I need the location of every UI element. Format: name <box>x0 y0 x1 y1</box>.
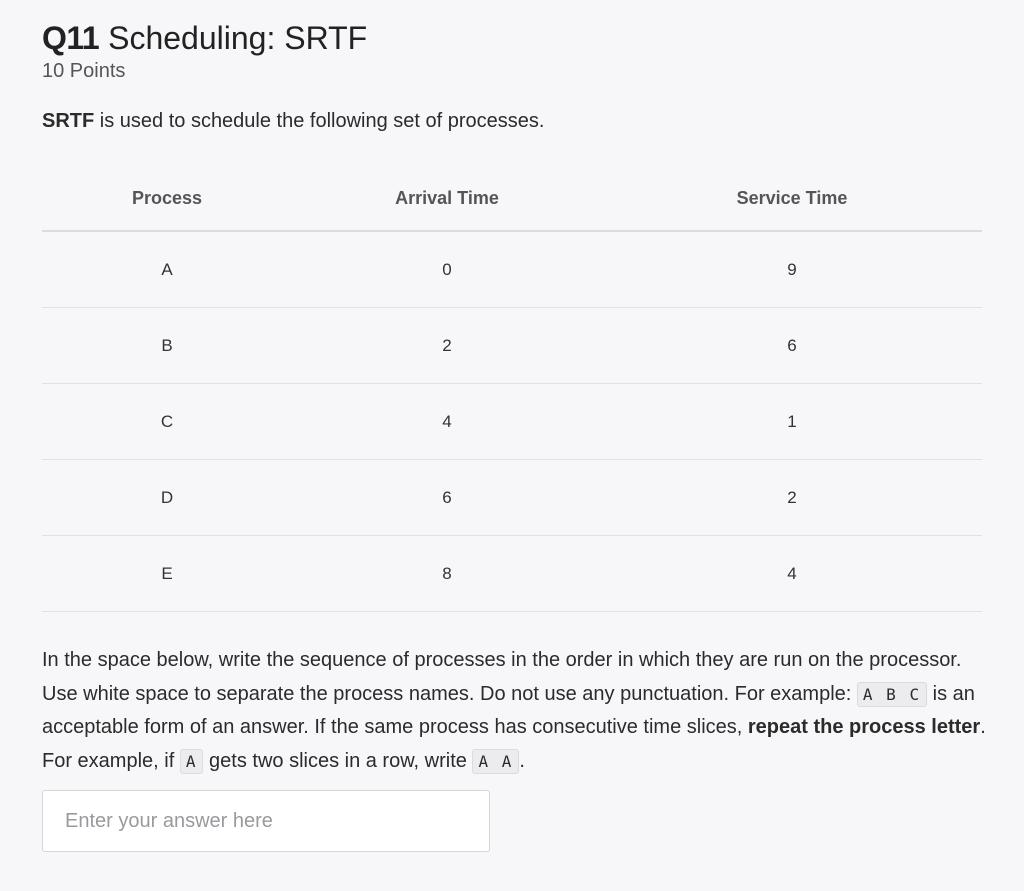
instructions-part3: . For example, if <box>42 716 986 772</box>
example-code-a: A <box>180 749 204 774</box>
question-points: 10 Points <box>42 60 126 82</box>
cell-service-time: 4 <box>602 536 982 612</box>
question-number: Q11 <box>42 20 100 56</box>
cell-process: E <box>42 536 292 612</box>
cell-service-time: 6 <box>602 308 982 384</box>
header-arrival-time: Arrival Time <box>292 166 602 231</box>
intro-rest: is used to schedule the following set of processes. <box>94 110 545 132</box>
cell-process: A <box>42 231 292 308</box>
table-row <box>42 308 982 384</box>
table-row <box>42 536 982 612</box>
intro-text <box>42 110 544 133</box>
cell-arrival-time: 6 <box>292 460 602 536</box>
cell-process: C <box>42 384 292 460</box>
question-header <box>42 18 367 83</box>
question-title-text: Scheduling: SRTF <box>108 20 368 56</box>
header-service-time: Service Time <box>602 166 982 231</box>
cell-service-time: 2 <box>602 460 982 536</box>
cell-process: D <box>42 460 292 536</box>
answer-input[interactable] <box>42 790 490 852</box>
cell-service-time: 9 <box>602 231 982 308</box>
cell-process: B <box>42 308 292 384</box>
instructions-text <box>42 644 987 778</box>
question-title <box>42 18 367 58</box>
header-process: Process <box>42 166 292 231</box>
table-header-row <box>42 166 982 231</box>
instructions-part5: . <box>519 749 525 772</box>
cell-arrival-time: 4 <box>292 384 602 460</box>
instructions-part2: is an acceptable form of an answer. If the same process has consecutive time slices, <box>42 682 975 738</box>
instructions-bold-repeat: repeat the process letter <box>747 716 981 738</box>
table-row <box>42 231 982 308</box>
cell-arrival-time: 2 <box>292 308 602 384</box>
table-row <box>42 460 982 536</box>
table-row <box>42 384 982 460</box>
instructions-part4: gets two slices in a row, write <box>203 749 473 772</box>
intro-bold-algorithm: SRTF <box>42 110 95 132</box>
instructions-part1: In the space below, write the sequence of processes in the order in which they are run on the processor. Use white space to separate the process names. Do not use any punctuation. For example: <box>42 649 962 705</box>
cell-arrival-time: 0 <box>292 231 602 308</box>
cell-service-time: 1 <box>602 384 982 460</box>
cell-arrival-time: 8 <box>292 536 602 612</box>
example-code-abc: A B C <box>857 682 927 707</box>
example-code-aa: A A <box>472 749 519 774</box>
process-table <box>42 166 982 612</box>
